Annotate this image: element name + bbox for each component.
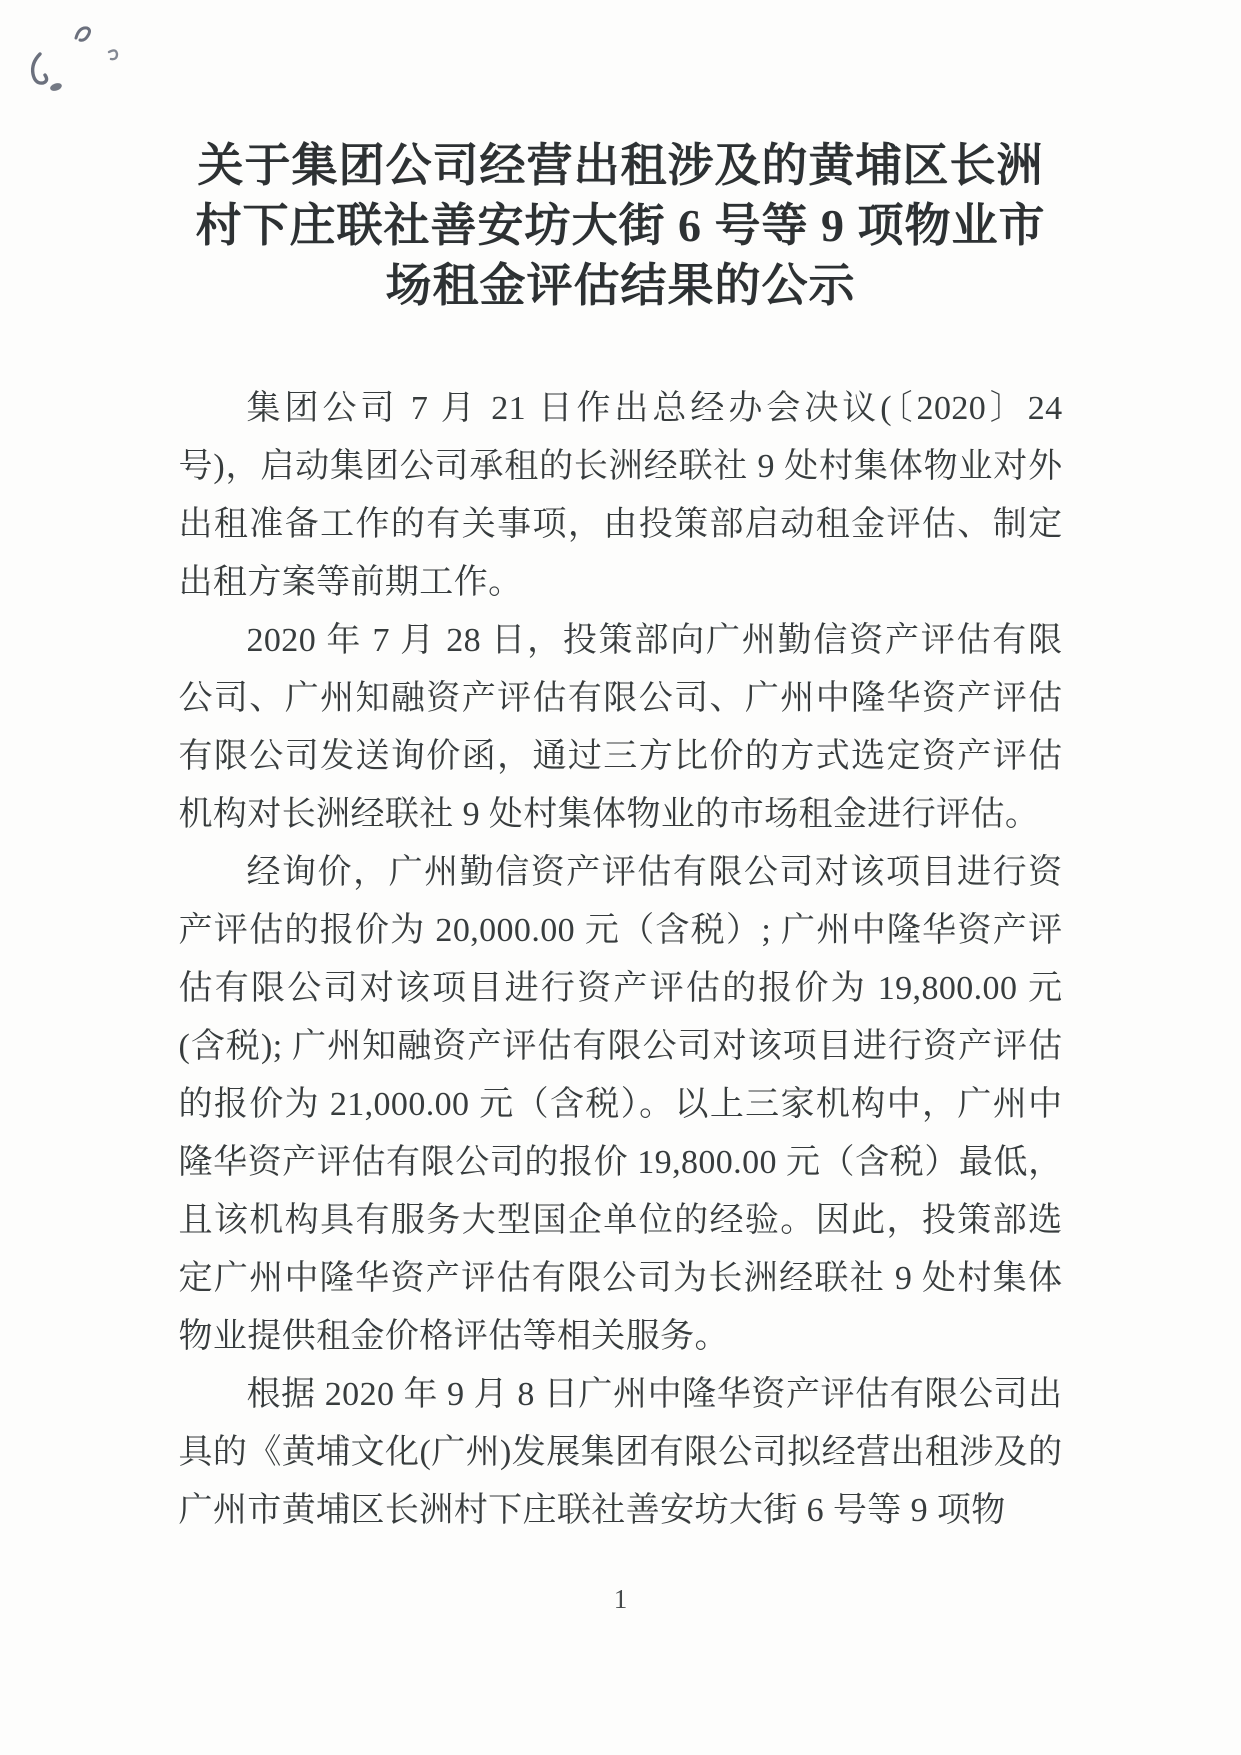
paragraph-3: 经询价，广州勤信资产评估有限公司对该项目进行资产评估的报价为 20,000.00 元（含税）; 广州中隆华资产评估有限公司对该项目进行资产评估的报价为 19,800.00 元(含税); 广州知融资产评估有限公司对该项目进行资产评估的报价为 21,000.00 元（含税）。以上三家机构中，广州中隆华资产评估有限公司的报价 19,800.00 元（含税）最低，且该机构具有服务大型国企单位的经验。因此，投策部选定广州中隆华资产评估有限公司为长洲经联社 9 处村集体物业提供租金价格评估等相关服务。 xyxy=(178,854,1063,1355)
paragraph-4: 根据 2020 年 9 月 8 日广州中隆华资产评估有限公司出具的《黄埔文化(广州)发展集团有限公司拟经营出租涉及的广州市黄埔区长洲村下庄联社善安坊大街 6 号等 9 项物 xyxy=(178,1376,1063,1529)
title-line-3: 场租金评估结果的公示 xyxy=(385,260,856,311)
document-title xyxy=(60,136,1181,316)
document-body xyxy=(179,380,1063,1540)
title-line-2: 村下庄联社善安坊大街 6 号等 9 项物业市 xyxy=(195,200,1046,251)
ink-smudge-marks xyxy=(10,10,140,110)
paragraph-1: 集团公司 7 月 21 日作出总经办会决议(〔2020〕24 号)，启动集团公司承租的长洲经联社 9 处村集体物业对外出租准备工作的有关事项，由投策部启动租金评估、制定出租方案等前期工作。 xyxy=(178,390,1063,601)
page-number: 1 xyxy=(613,1584,628,1614)
title-line-1: 关于集团公司经营出租涉及的黄埔区长洲 xyxy=(197,140,1044,191)
paragraph-2: 2020 年 7 月 28 日，投策部向广州勤信资产评估有限公司、广州知融资产评估有限公司、广州中隆华资产评估有限公司发送询价函，通过三方比价的方式选定资产评估机构对长洲经联社 9 处村集体物业的市场租金进行评估。 xyxy=(178,622,1063,833)
